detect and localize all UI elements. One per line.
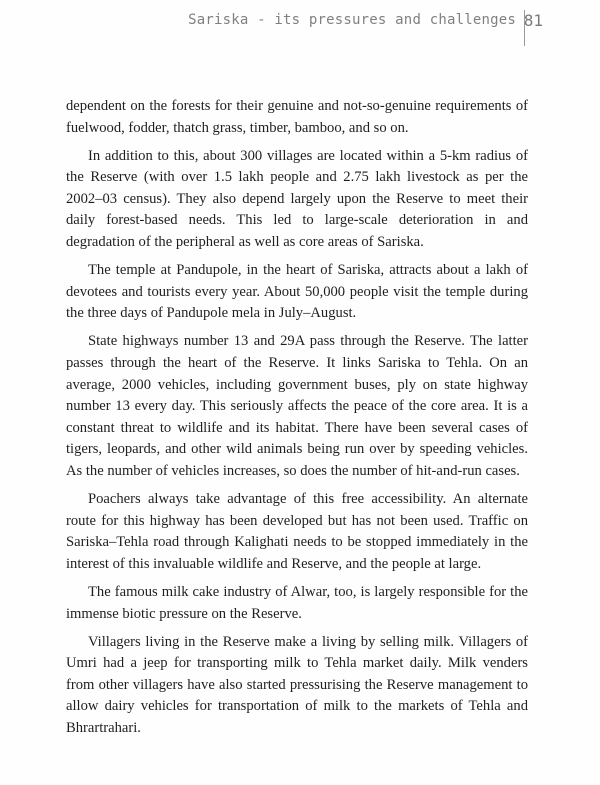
paragraph-1: dependent on the forests for their genuine and not-so-genuine requirements of fuelwood, fodder, thatch grass, timber, bamboo, and so on. (66, 98, 528, 136)
running-title: Sariska - its pressures and challenges (188, 12, 516, 28)
paragraph-2: In addition to this, about 300 villages are located within a 5-km radius of the Reserve (with over 1.5 lakh people and 2.75 lakh livestock as per the 2002–03 census). They also depend largely upon the Reserve to meet their daily forest-based needs. This led to large-scale deterioration in and degradation of the peripheral as well as core areas of Sariska. (66, 147, 528, 251)
paragraph-6: The famous milk cake industry of Alwar, too, is largely responsible for the immense biotic pressure on the Reserve. (66, 583, 528, 622)
body-text (66, 96, 528, 746)
paragraph-4: State highways number 13 and 29A pass through the Reserve. The latter passes through the heart of the Reserve. It links Sariska to Tehla. On an average, 2000 vehicles, including government buses, ply on state highway number 13 every day. This seriously affects the peace of the core area. It is a constant threat to wildlife and its habitat. There have been several cases of tigers, leopards, and other wild animals being run over by speeding vehicles. As the number of vehicles increases, so does the number of hit-and-run cases. (66, 333, 528, 479)
paragraph-3: The temple at Pandupole, in the heart of Sariska, attracts about a lakh of devotees and tourists every year. About 50,000 people visit the temple during the three days of Pandupole mela in July–August. (66, 262, 528, 322)
running-header (0, 10, 600, 38)
paragraph-7: Villagers living in the Reserve make a living by selling milk. Villagers of Umri had a jeep for transporting milk to Tehla market daily. Milk venders from other villagers have also started pressurising the Reserve management to allow dairy vehicles for transportation of milk to the markets of Tehla and Bhrartrahari. (66, 633, 528, 737)
paragraph-5: Poachers always take advantage of this free accessibility. An alternate route for this highway has been developed but has not been used. Traffic on Sariska–Tehla road through Kalighati needs to be stopped immediately in the interest of this invaluable wildlife and Reserve, and the people at large. (66, 491, 528, 572)
page-number: 81 (523, 11, 543, 30)
